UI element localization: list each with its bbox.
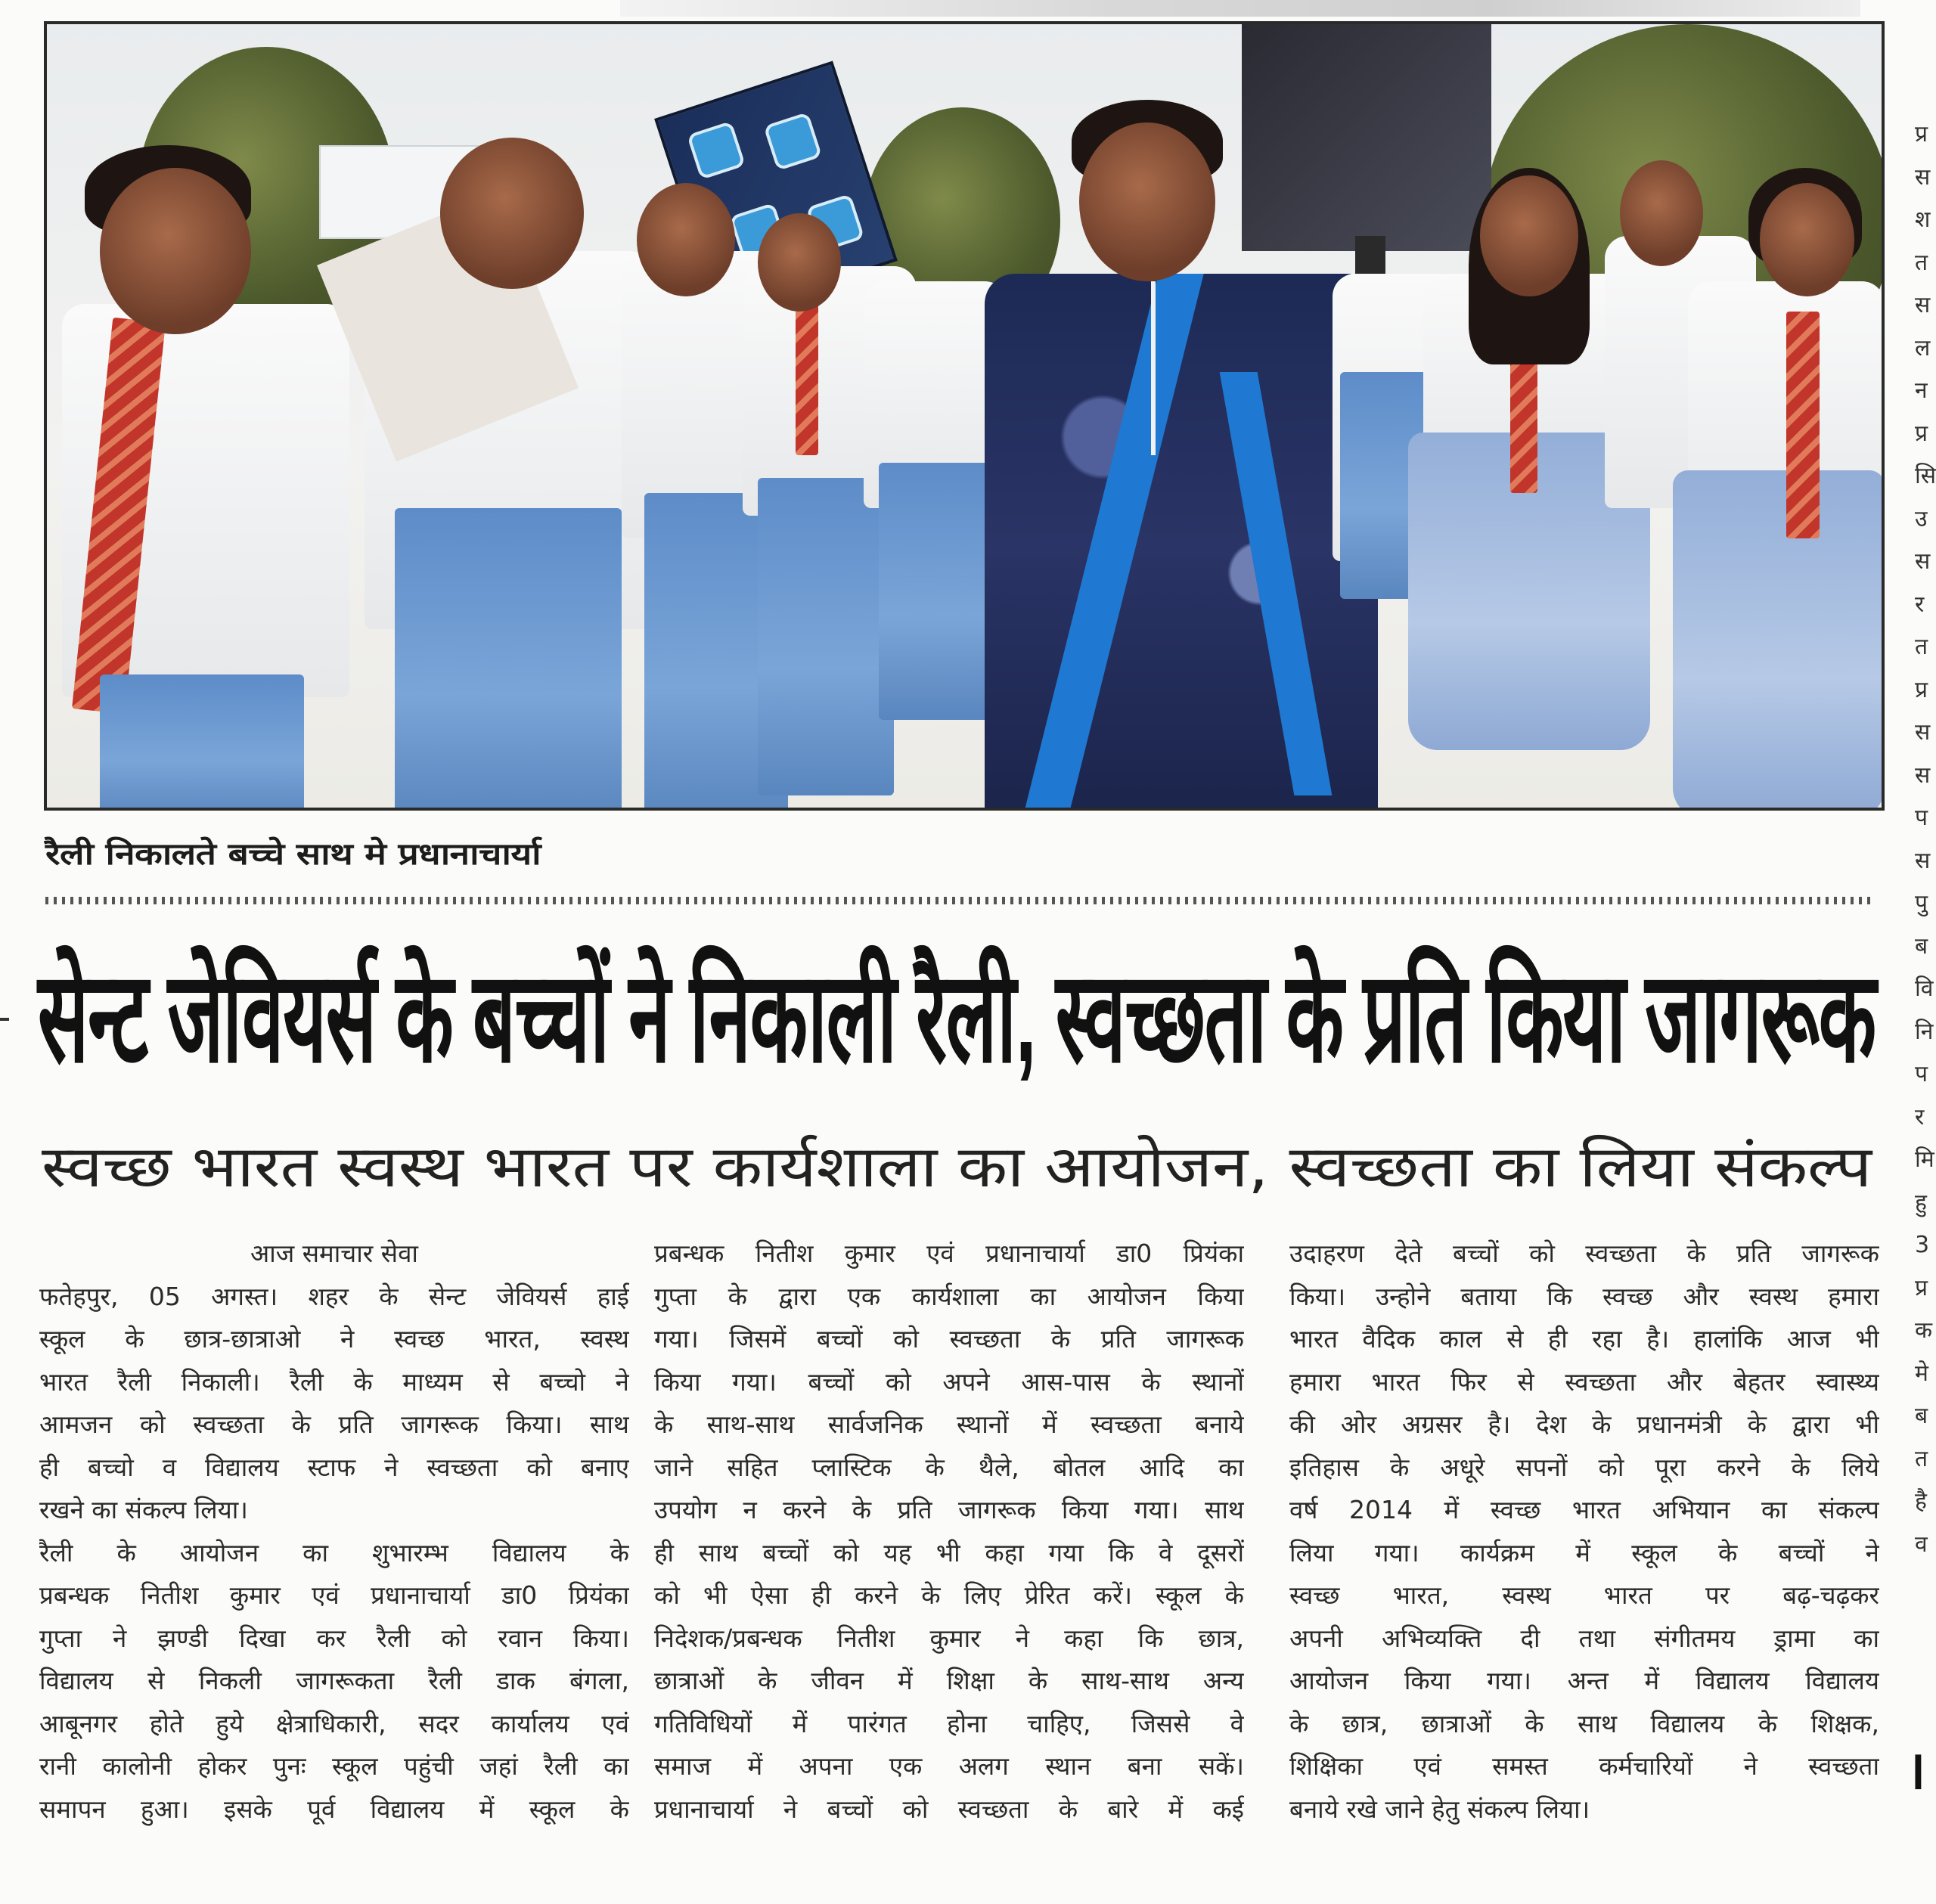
- adjacent-fragment: त: [1915, 634, 1928, 660]
- adjacent-fragment: उ: [1915, 505, 1928, 532]
- adjacent-fragment: क: [1915, 1317, 1933, 1344]
- article-line: बनाये रखे जाने हेतु संकल्प लिया।: [1289, 1794, 1590, 1824]
- adjacent-fragment: स: [1915, 548, 1931, 575]
- adjacent-fragment: ब: [1915, 932, 1928, 960]
- article-line: वर्ष 2014 में स्वच्छ भारत अभियान का संकल्प: [1289, 1495, 1879, 1524]
- article-line: रखने का संकल्प लिया।: [39, 1495, 248, 1524]
- student-pants: [100, 674, 304, 811]
- adjacent-fragment: व: [1915, 1530, 1928, 1558]
- adjacent-fragment: 3: [1915, 1232, 1930, 1258]
- subheadline: [42, 1129, 1887, 1205]
- student-head: [637, 183, 735, 296]
- article-column-2: [654, 1233, 1244, 1831]
- article-line: के साथ-साथ सार्वजनिक स्थानों में स्वच्छता बनाये: [654, 1409, 1244, 1439]
- adjacent-fragment: प्र: [1915, 1274, 1928, 1301]
- student-head: [1480, 175, 1578, 296]
- article-line: उदाहरण देते बच्चों को स्वच्छता के प्रति जागरूक: [1289, 1239, 1879, 1268]
- article-line: विद्यालय से निकली जागरूकता रैली डाक बंगला,: [39, 1666, 629, 1695]
- adjacent-fragment: मि: [1915, 1146, 1934, 1173]
- article-line: ही बच्चो व विद्यालय स्टाफ ने स्वच्छता को बनाए: [39, 1452, 629, 1482]
- student-pants: [758, 478, 894, 795]
- article-line: ही साथ बच्चों को यह भी कहा गया कि वे दूसरों: [654, 1537, 1244, 1568]
- article-line: निदेशक/प्रबन्धक नितीश कुमार ने कहा कि छात्र,: [654, 1623, 1244, 1653]
- article-line: हमारा भारत फिर से स्वच्छता और बेहतर स्वास्थ्य: [1289, 1366, 1879, 1397]
- article-line: समाज में अपना एक अलग स्थान बना सकें।: [654, 1751, 1244, 1781]
- rally-photo: [44, 21, 1885, 811]
- adjacent-fragment: ब: [1915, 1403, 1928, 1429]
- adjacent-fragment: नि: [1915, 1018, 1934, 1045]
- page-top-edge: [620, 0, 1860, 17]
- article-line: जाने सहित प्लास्टिक के थैले, बोतल आदि का: [654, 1452, 1244, 1482]
- article-line: गुप्ता ने झण्डी दिखा कर रैली को रवान किया।: [39, 1623, 629, 1653]
- student-pants: [395, 508, 622, 811]
- adjacent-fragment: श: [1915, 206, 1931, 233]
- adjacent-fragment: वि: [1915, 975, 1934, 1002]
- adjacent-fragment: प्र: [1915, 676, 1928, 703]
- article-line: की ओर अग्रसर है। देश के प्रधानमंत्री के द्वारा भी: [1289, 1409, 1879, 1439]
- adjacent-fragment: स: [1915, 761, 1931, 789]
- student-head: [1760, 183, 1854, 296]
- adjacent-fragment: प्र: [1915, 420, 1928, 447]
- adjacent-column-fragments: [1915, 113, 1936, 1566]
- article-line: भारत वैदिक काल से ही रहा है। हालांकि आज भी: [1289, 1324, 1879, 1354]
- article-line: प्रबन्धक नितीश कुमार एवं प्रधानाचार्या डा0 प्रियंका: [654, 1239, 1244, 1268]
- adjacent-fragment: प्र: [1915, 121, 1928, 147]
- article-line: किया गया। बच्चों को अपने आस-पास के स्थानों: [654, 1366, 1244, 1397]
- adjacent-fragment: प: [1915, 1061, 1928, 1087]
- article-line: गतिविधियों में पारंगत होना चाहिए, जिससे वे: [654, 1708, 1244, 1738]
- article-line: के छात्र, छात्राओं के साथ विद्यालय के शिक्षक,: [1289, 1708, 1879, 1738]
- article-line: स्कूल के छात्र-छात्राओ ने स्वच्छ भारत, स्वस्थ: [39, 1324, 629, 1354]
- article-line: आमजन को स्वच्छता के प्रति जागरूक किया। साथ: [39, 1409, 629, 1439]
- article-line: इतिहास के अधूरे सपनों को पूरा करने के लिये: [1289, 1452, 1879, 1482]
- article-line: छात्राओं के जीवन में शिक्षा के साथ-साथ अन्य: [654, 1666, 1244, 1695]
- adjacent-fragment: ल: [1915, 334, 1931, 361]
- dotted-divider: [45, 897, 1876, 904]
- article-line: शिक्षिका एवं समस्त कर्मचारियों ने स्वच्छता: [1289, 1751, 1879, 1781]
- margin-mark: [0, 1018, 9, 1021]
- adjacent-mark: ।: [1906, 1739, 1926, 1801]
- article-line: को भी ऐसा ही करने के लिए प्रेरित करें। स्कूल के: [654, 1580, 1244, 1610]
- adjacent-fragment: स: [1915, 719, 1931, 746]
- student-head: [758, 213, 841, 312]
- article-line: किया। उन्होने बताया कि स्वच्छ और स्वस्थ हमारा: [1289, 1281, 1879, 1311]
- adjacent-fragment: त: [1915, 1445, 1928, 1472]
- adjacent-fragment: र: [1915, 591, 1925, 618]
- article-line: रैली के आयोजन का शुभारम्भ विद्यालय के: [39, 1537, 629, 1568]
- adjacent-fragment: स: [1915, 292, 1931, 318]
- adjacent-fragment: न: [1915, 377, 1928, 404]
- headline-text: सेन्ट जेवियर्स के बच्चों ने निकाली रैली, स्वच्छता के प्रति किया जागरूक: [38, 946, 1876, 1088]
- principal-head: [1079, 122, 1215, 281]
- student-pants: [879, 463, 992, 720]
- student-tie: [796, 296, 818, 455]
- photo-caption: रैली निकालते बच्चे साथ मे प्रधानाचार्या: [45, 837, 541, 872]
- student-head: [100, 168, 251, 334]
- article-line: समापन हुआ। इसके पूर्व विद्यालय में स्कूल के: [39, 1794, 629, 1824]
- placard-right: [1242, 24, 1491, 251]
- article-line: उपयोग न करने के प्रति जागरूक किया गया। साथ: [654, 1495, 1244, 1524]
- adjacent-fragment: है: [1915, 1488, 1927, 1515]
- student-skirt: [1673, 470, 1885, 811]
- article-line: भारत रैली निकाली। रैली के माध्यम से बच्चो ने: [39, 1366, 629, 1397]
- adjacent-fragment: र: [1915, 1103, 1925, 1130]
- article-line: अपनी अभिव्यक्ति दी तथा संगीतमय ड्रामा का: [1289, 1623, 1879, 1653]
- adjacent-fragment: पु: [1915, 890, 1928, 916]
- adjacent-fragment: प: [1915, 805, 1928, 831]
- headline: [38, 926, 1883, 1108]
- adjacent-fragment: सि: [1915, 463, 1936, 489]
- article-line: गया। जिसमें बच्चों को स्वच्छता के प्रति जागरूक: [654, 1324, 1244, 1354]
- adjacent-fragment: मे: [1915, 1360, 1928, 1387]
- student-head: [440, 138, 584, 289]
- adjacent-fragment: स: [1915, 163, 1931, 191]
- adjacent-fragment: त: [1915, 249, 1928, 276]
- article-line: लिया गया। कार्यक्रम में स्कूल के बच्चों ने: [1289, 1537, 1879, 1568]
- article-line: प्रबन्धक नितीश कुमार एवं प्रधानाचार्या डा0 प्रियंका: [39, 1580, 629, 1610]
- id-lanyard: [1151, 281, 1156, 455]
- article-line: रानी कालोनी होकर पुनः स्कूल पहुंची जहां रैली का: [39, 1751, 629, 1781]
- article-line: आबूनगर होते हुये क्षेत्राधिकारी, सदर कार्यालय एवं: [39, 1708, 629, 1738]
- subheadline-text: स्वच्छ भारत स्वस्थ भारत पर कार्यशाला का आयोजन, स्वच्छता का लिया संकल्प: [42, 1133, 1872, 1200]
- article-line: प्रधानाचार्या ने बच्चों को स्वच्छता के बारे में कई: [654, 1794, 1244, 1824]
- article-line: आयोजन किया गया। अन्त में विद्यालय विद्यालय: [1289, 1666, 1879, 1695]
- student-tie: [1786, 312, 1820, 538]
- teacher-head: [1620, 160, 1703, 266]
- adjacent-fragment: स: [1915, 847, 1931, 874]
- article-column-1: [39, 1233, 629, 1831]
- article-line: गुप्ता के द्वारा एक कार्यशाला का आयोजन किया: [654, 1281, 1244, 1311]
- byline: आज समाचार सेवा: [250, 1239, 418, 1268]
- adjacent-fragment: हु: [1915, 1189, 1927, 1216]
- article-column-3: [1289, 1233, 1879, 1831]
- article-line: फतेहपुर, 05 अगस्त। शहर के सेन्ट जेवियर्स हाई: [39, 1281, 629, 1311]
- article-line: स्वच्छ भारत, स्वस्थ भारत पर बढ़-चढ़कर: [1289, 1580, 1879, 1610]
